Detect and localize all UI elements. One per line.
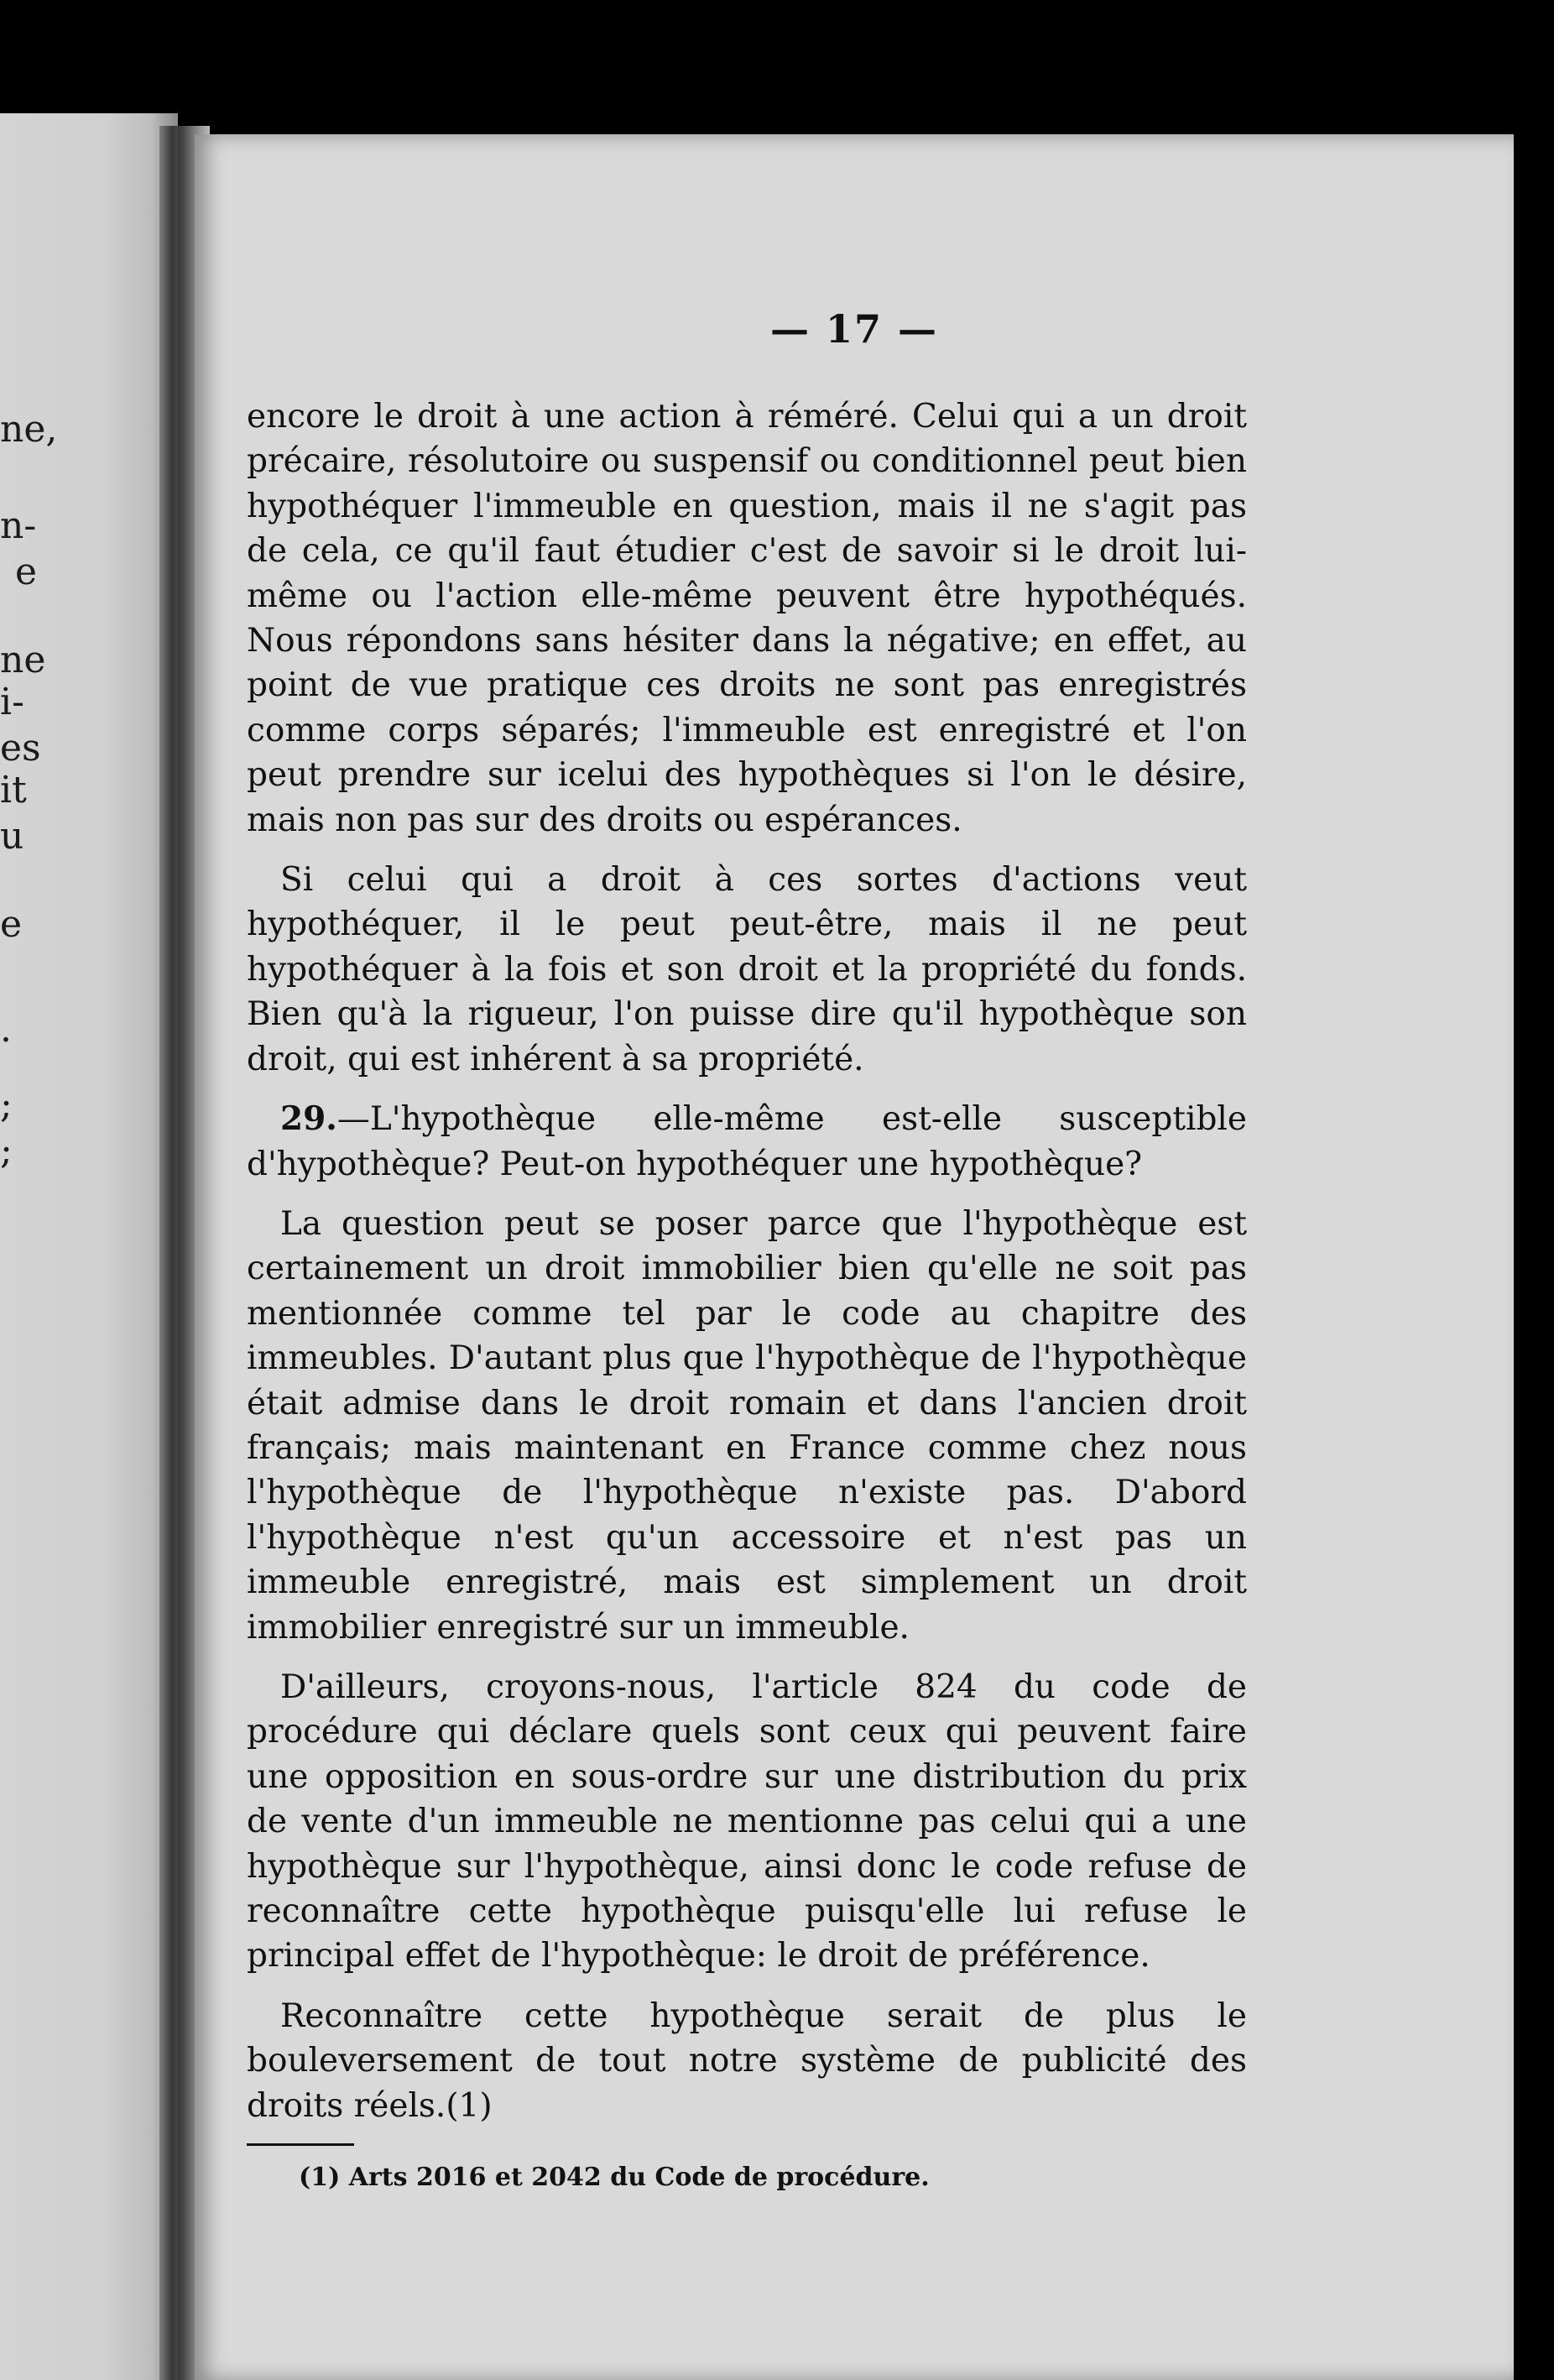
facing-fragment: .	[0, 1008, 12, 1051]
facing-fragment: e	[0, 903, 23, 946]
facing-fragment: u	[0, 815, 24, 858]
paragraph: Si celui qui a droit à ces sortes d'actions veut hypothéquer, il le peut peut-être, mais il ne peut hypothéquer à la fois et son droit et la propriété du fonds. Bien qu'à la rigueur, l'on puisse dire qu'il hypothèque son droit, qui est inhérent à sa propriété.	[247, 861, 1247, 1078]
facing-fragment: i-	[0, 681, 24, 723]
paragraph: D'ailleurs, croyons-nous, l'article 824 du code de procédure qui déclare quels sont ceux qui peuvent faire une opposition en sous-ordre sur une distribution du prix de vente d'un immeuble ne mentionne pas celui qui a une hypothèque sur l'hypothèque, ainsi donc le code refuse de reconnaître cette hypothèque puisqu'elle lui refuse le principal effet de l'hypothèque: le droit de préférence.	[247, 1668, 1247, 1976]
facing-fragment: ne	[0, 639, 46, 681]
section-number: 29.	[280, 1099, 337, 1139]
paragraph: Reconnaître cette hypothèque serait de plus le bouleversement de tout notre système de publicité des droits réels.(1)	[247, 1996, 1247, 2125]
footnote: (1) Arts 2016 et 2042 du Code de procédure.	[299, 2163, 930, 2193]
facing-fragment: it	[0, 769, 27, 812]
paragraph: encore le droit à une action à réméré. Celui qui a un droit précaire, résolutoire ou suspensif ou conditionnel peut bien hypothéquer l'immeuble en question, mais il ne s'agit pas de cela, ce qu'il faut étudier c'est de savoir si le droit lui-même ou l'action elle-même peuvent être hypothéqués. Nous répondons sans hésiter dans la négative; en effet, au point de vue pratique ces droits ne sont pas enregistrés comme corps séparés; l'immeuble est enregistré et l'on peut prendre sur icelui des hypothèques si l'on le désire, mais non pas sur des droits ou espérances.	[247, 398, 1247, 839]
facing-fragment: ne,	[0, 408, 58, 451]
page-edge-shadow	[1514, 134, 1554, 2380]
facing-fragment: n-	[0, 504, 37, 547]
facing-fragment: ;	[0, 1083, 13, 1126]
facing-fragment: ;	[0, 1130, 13, 1172]
section-heading	[247, 1097, 1247, 1187]
paragraph: La question peut se poser parce que l'hypothèque est certainement un droit immobilier bien qu'elle ne soit pas mentionnée comme tel par le code au chapitre des immeubles. D'autant plus que l'hypothèque de l'hypothèque était admise dans le droit romain et dans l'ancien droit français; mais maintenant en France comme chez nous l'hypothèque de l'hypothèque n'existe pas. D'abord l'hypothèque n'est qu'un accessoire et n'est pas un immeuble enregistré, mais est simplement un droit immobilier enregistré sur un immeuble.	[247, 1204, 1247, 1647]
facing-fragment: e	[15, 551, 38, 593]
body-text	[247, 394, 1247, 2195]
book-page	[195, 134, 1514, 2380]
section-title: —L'hypothèque elle-même est-elle susceptible d'hypothèque? Peut-on hypothéquer une hypothèque?	[247, 1100, 1247, 1183]
page-number: — 17 —	[769, 306, 939, 352]
facing-fragment: es	[0, 727, 41, 770]
facing-page	[0, 113, 178, 2380]
footnote-divider	[247, 2143, 354, 2146]
